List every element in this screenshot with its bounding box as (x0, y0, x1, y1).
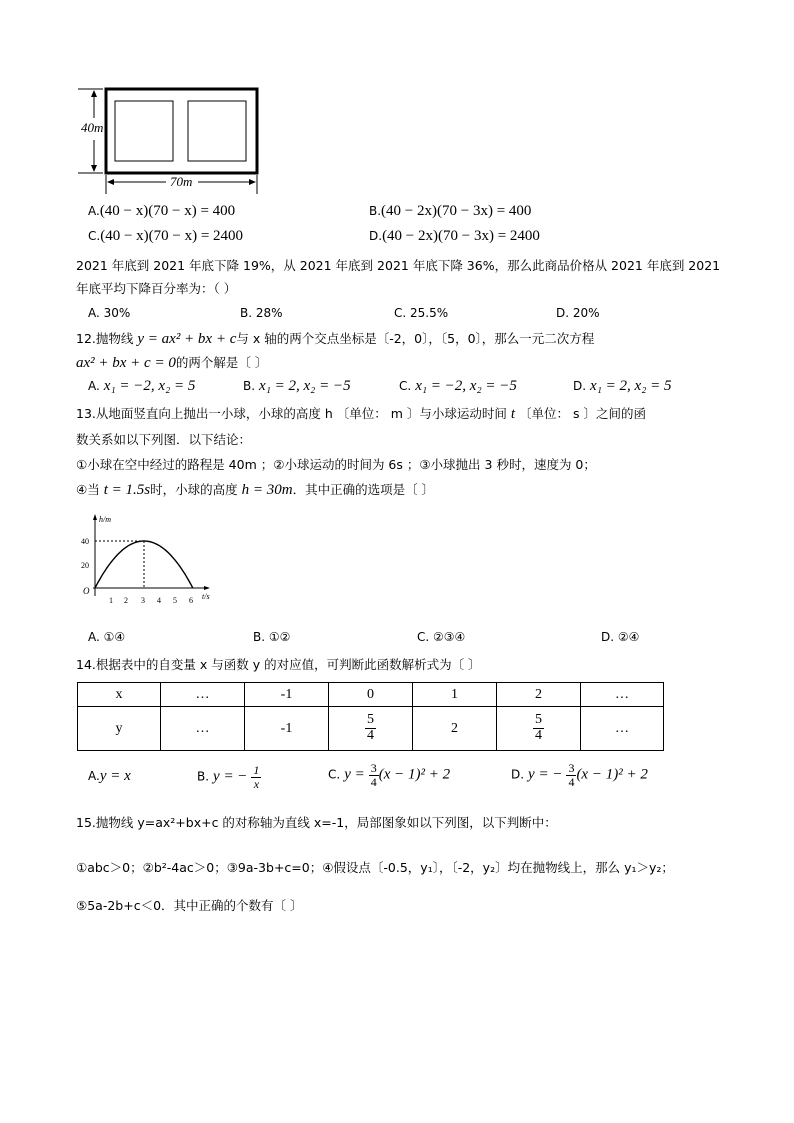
table-cell: x (78, 683, 161, 707)
fig-width-label: 70m (170, 174, 193, 189)
fraction-5-4: $\frac{5}{4}$ (367, 712, 374, 743)
q15-line-3: ⑤5a-2b+c＜0．其中正确的个数有〔 〕 (76, 898, 303, 913)
q10-option-d-label: D. (369, 229, 383, 243)
q13-h-value: h = 30m (241, 482, 293, 498)
q10-option-b-label: B. (369, 204, 382, 218)
q13-option-c: C. ②③④ (417, 630, 466, 644)
graph-y-label: h/m (99, 515, 111, 524)
q14-option-c-pre: y = (344, 766, 365, 783)
q11-option-b: B. 28% (240, 306, 283, 320)
q14-option-b-pre: y = − (213, 768, 248, 785)
q14-option-c-label: C. (328, 767, 341, 782)
q14-option-d-post: (x − 1)² + 2 (576, 766, 648, 783)
q12-option-b: x₁ = 2, x₂ = −5 (259, 378, 351, 394)
fraction-5-4: $\frac{5}{4}$ (535, 712, 542, 743)
q12-option-a-label: A. (88, 379, 100, 393)
q13-t-var: t (510, 406, 516, 422)
table-cell: 2 (497, 683, 581, 707)
q13-height-time-graph (78, 512, 218, 612)
q12-prefix: 12.抛物线 (76, 331, 134, 346)
table-cell: … (581, 707, 664, 751)
graph-xtick-6: 6 (189, 596, 193, 605)
q12-stem: 与 x 轴的两个交点坐标是〔-2，0〕，〔5，0〕，那么一元二次方程 (236, 331, 595, 346)
q13-line-1b: 〔单位： s 〕之间的函 (519, 406, 646, 421)
q10-option-b: (40 − 2x)(70 − 3x) = 400 (381, 203, 532, 219)
q12-option-d-label: D. (573, 379, 587, 393)
table-cell: -1 (245, 683, 329, 707)
q12-option-b-label: B. (243, 379, 256, 393)
graph-xtick-2: 2 (124, 596, 128, 605)
table-cell: y (78, 707, 161, 751)
table-cell: 1 (413, 683, 497, 707)
q10-option-a-label: A. (88, 204, 100, 218)
parabola-curve (95, 541, 193, 588)
q10-option-c-label: C. (88, 229, 101, 243)
q11-option-d: D. 20% (556, 306, 600, 320)
q14-option-c-post: (x − 1)² + 2 (378, 766, 451, 783)
q12-option-c: x₁ = −2, x₂ = −5 (415, 378, 517, 394)
table-cell (329, 707, 413, 751)
q12-option-d: x₁ = 2, x₂ = 5 (590, 378, 672, 394)
q12-tail: 的两个解是〔 〕 (175, 355, 268, 370)
table-cell: … (161, 707, 245, 751)
table-cell: 2 (413, 707, 497, 751)
q14-stem: 14.根据表中的自变量 x 与函数 y 的对应值，可判断此函数解析式为〔 〕 (76, 657, 481, 672)
q13-option-b: B. ①② (253, 630, 291, 644)
graph-x-label: t/s (202, 592, 210, 601)
fig-height-label: 40m (81, 120, 104, 135)
q15-line-1: 15.抛物线 y=ax²+bx+c 的对称轴为直线 x=-1，局部图象如以下列图，以下判断中： (76, 815, 557, 830)
q14-value-table (77, 682, 664, 751)
graph-xtick-5: 5 (173, 596, 177, 605)
table-cell: … (161, 683, 245, 707)
q11-option-a: A. 30% (88, 306, 131, 320)
q14-option-d-label: D. (511, 767, 525, 782)
q10-option-d: (40 − 2x)(70 − 3x) = 2400 (382, 228, 540, 244)
q10-option-a: (40 − x)(70 − x) = 400 (99, 203, 236, 219)
q14-option-d-fraction: $\frac{3}{4}$ (568, 761, 575, 789)
q13-line-3: ①小球在空中经过的路程是 40m ；②小球运动的时间为 6s ；③小球抛出 3 秒时，速度为 0； (76, 457, 596, 472)
q12-quadratic-eq: ax² + bx + c = 0 (76, 355, 176, 371)
q13-line-2: 数关系如以下列图．以下结论： (76, 432, 252, 447)
q11-line-2: 年底平均下降百分率为：（ ） (76, 281, 237, 296)
graph-xtick-3: 3 (141, 596, 145, 605)
q11-option-c: C. 25.5% (394, 306, 449, 320)
graph-origin: O (83, 586, 90, 596)
q12-parabola-eq: y = ax² + bx + c (137, 331, 237, 347)
q12-option-c-label: C. (399, 379, 412, 393)
graph-ytick-20: 20 (81, 561, 89, 570)
graph-xtick-4: 4 (157, 596, 161, 605)
q12-option-a: x₁ = −2, x₂ = 5 (103, 378, 196, 394)
q13-line-4c: ．其中正确的选项是〔 〕 (292, 482, 435, 497)
table-cell: -1 (245, 707, 329, 751)
table-cell: 0 (329, 683, 413, 707)
q13-t-value: t = 1.5s (103, 482, 151, 498)
graph-ytick-40: 40 (81, 537, 89, 546)
q13-line-1a: 13.从地面竖直向上抛出一小球，小球的高度 h 〔单位： m 〕与小球运动时间 (76, 406, 507, 421)
q15-line-2: ①abc＞0；②b²-4ac＞0；③9a-3b+c=0；④假设点〔-0.5，y₁〕，〔-2，y₂〕均在抛物线上，那么 y₁＞y₂； (76, 860, 674, 875)
table-cell (497, 707, 581, 751)
q13-option-d: D. ②④ (601, 630, 640, 644)
q14-option-a-label: A. (88, 769, 100, 783)
q14-option-a: y = x (99, 768, 131, 784)
q13-option-a: A. ①④ (88, 630, 126, 644)
graph-xtick-1: 1 (109, 596, 113, 605)
q10-option-c: (40 − x)(70 − x) = 2400 (100, 228, 244, 244)
q11-line-1: 2021 年底到 2021 年底下降 19%，从 2021 年底到 2021 年底下降 36%，那么此商品价格从 2021 年底到 2021 (76, 258, 721, 273)
q13-line-4b: 时，小球的高度 (150, 482, 238, 497)
q14-option-c-fraction: $\frac{3}{4}$ (370, 761, 377, 789)
table-cell: … (581, 683, 664, 707)
q14-option-d-pre: y = − (528, 766, 563, 783)
q14-option-b-label: B. (197, 769, 210, 784)
q13-line-4a: ④当 (76, 482, 100, 497)
q14-option-b-fraction: $\frac{1}{x}$ (253, 763, 260, 791)
